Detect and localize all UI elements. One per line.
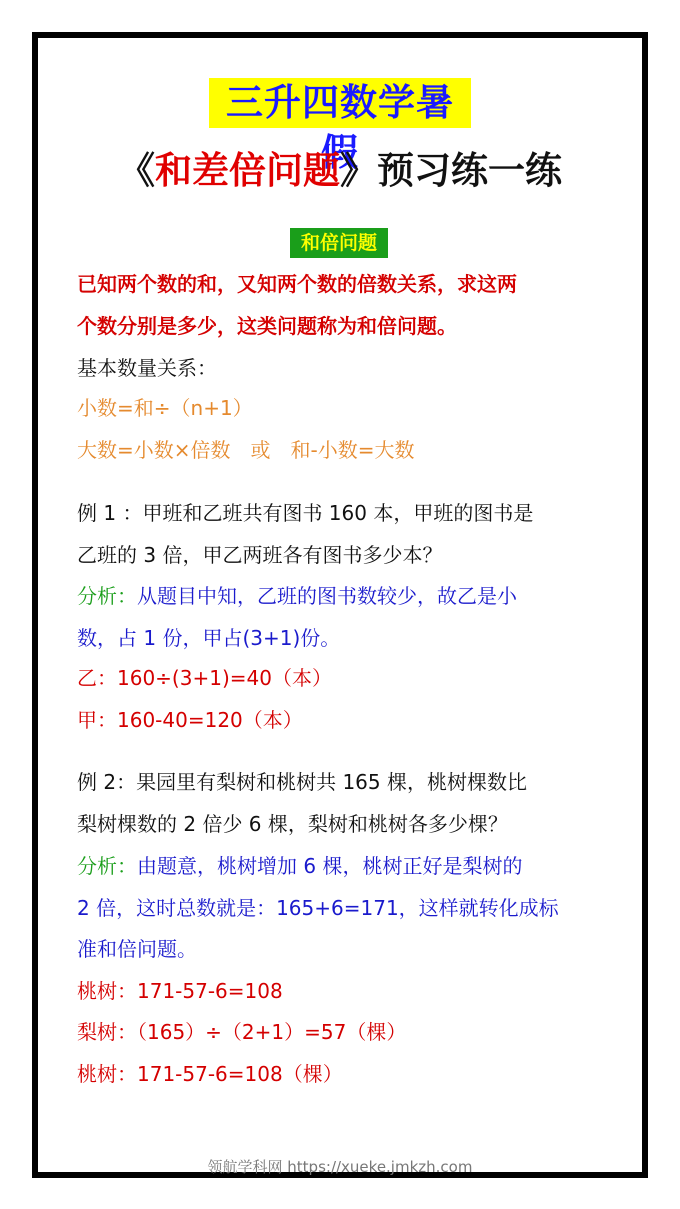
example1-analysis-line-1 (77, 582, 517, 610)
subtitle-topic: 和差倍问题 (155, 149, 340, 192)
definition-line-1: 已知两个数的和，又知两个数的倍数关系，求这两 (77, 272, 517, 296)
example1-analysis-text-1: 从题目中知，乙班的图书数较少，故乙是小 (137, 584, 517, 608)
page-subtitle (0, 148, 680, 194)
formula-small: 小数=和÷（n+1） (77, 396, 253, 420)
example2-analysis-text-1: 由题意，桃树增加 6 棵，桃树正好是梨树的 (137, 854, 523, 878)
example2-analysis-line-2: 2 倍，这时总数就是：165+6=171，这样就转化成标 (77, 896, 559, 920)
example1-analysis-line-2: 数，占 1 份，甲占(3+1)份。 (77, 626, 341, 650)
example1-answer-2: 甲：160-40=120（本） (77, 708, 303, 732)
example2-answer-1: 桃树：171-57-6=108 (77, 979, 283, 1003)
subtitle-rest: 》预习练一练 (340, 149, 562, 192)
example2-analysis-label: 分析： (77, 854, 137, 878)
example2-analysis-line-3: 准和倍问题。 (77, 937, 197, 961)
page-title: 三升四数学暑假 (209, 78, 471, 128)
example1-question-line-1: 例 1 ：甲班和乙班共有图书 160 本，甲班的图书是 (77, 501, 534, 525)
subtitle-open-bracket: 《 (118, 149, 155, 192)
section-badge: 和倍问题 (290, 228, 388, 258)
definition-line-2: 个数分别是多少，这类问题称为和倍问题。 (77, 314, 457, 338)
example2-answer-2: 梨树：（165）÷（2+1）=57（棵） (77, 1020, 407, 1044)
example2-answer-3: 桃树：171-57-6=108（棵） (77, 1062, 343, 1086)
formula-large: 大数=小数×倍数 或 和-小数=大数 (77, 438, 415, 462)
relations-label: 基本数量关系： (77, 356, 217, 380)
example2-question-line-2: 梨树棵数的 2 倍少 6 棵，梨树和桃树各多少棵？ (77, 812, 508, 836)
example1-analysis-label: 分析： (77, 584, 137, 608)
example2-analysis-line-1 (77, 852, 522, 880)
example1-question-line-2: 乙班的 3 倍，甲乙两班各有图书多少本？ (77, 543, 443, 567)
footer-watermark: 领航学科网 https://xueke.jmkzh.com (207, 1158, 473, 1176)
example2-question-line-1: 例 2：果园里有梨树和桃树共 165 棵，桃树棵数比 (77, 770, 527, 794)
example1-answer-1: 乙：160÷(3+1)=40（本） (77, 666, 332, 690)
